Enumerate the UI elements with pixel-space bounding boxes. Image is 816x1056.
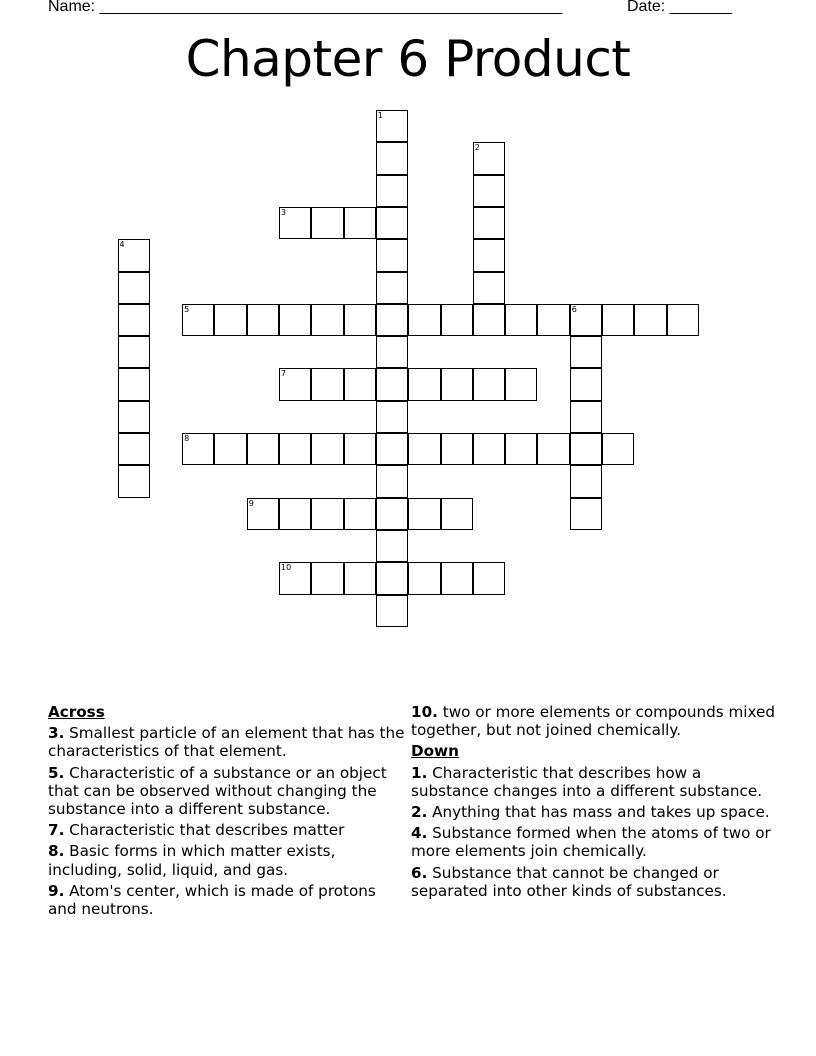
grid-cell[interactable] [441,562,473,594]
grid-cell[interactable] [118,368,150,400]
grid-cell[interactable] [279,433,311,465]
grid-cell[interactable] [408,304,440,336]
grid-cell[interactable] [376,304,408,336]
grid-cell[interactable] [279,562,311,594]
grid-cell[interactable] [376,368,408,400]
grid-cell[interactable] [473,304,505,336]
clue-number: 2. [411,803,428,822]
grid-cell[interactable] [537,433,569,465]
grid-cell[interactable] [247,433,279,465]
cell-number: 8 [184,434,190,443]
grid-cell[interactable] [214,433,246,465]
page-title: Chapter 6 Product [185,30,631,88]
down-clue-4 [411,824,781,860]
name-line[interactable]: Name: ____________________________________________________ [48,0,563,15]
cell-number: 9 [248,498,254,508]
down-heading: Down [411,742,459,761]
clue-number: 1. [411,763,428,782]
grid-cell[interactable] [118,433,150,465]
grid-cell[interactable] [570,304,602,336]
grid-cell[interactable] [408,562,440,594]
grid-cell[interactable] [376,272,408,304]
grid-cell[interactable] [441,433,473,465]
grid-cell[interactable] [473,562,505,594]
grid-cell[interactable] [570,336,602,368]
grid-cell[interactable] [118,304,150,336]
grid-cell[interactable] [344,498,376,530]
grid-cell[interactable] [311,368,343,400]
grid-cell[interactable] [376,401,408,433]
cell-number: 6 [571,304,577,314]
grid-cell[interactable] [376,142,408,174]
grid-cell[interactable] [602,433,634,465]
grid-cell[interactable] [473,368,505,400]
grid-cell[interactable] [311,498,343,530]
clue-text: Substance that cannot be changed or separated into other kinds of substances. [411,863,727,900]
cell-number: 10 [281,563,292,573]
cell-number: 1 [377,111,383,120]
grid-cell[interactable] [182,433,214,465]
clues-left-column [48,703,408,921]
grid-cell[interactable] [376,465,408,497]
across-clue-7 [48,821,408,839]
grid-cell[interactable] [344,562,376,594]
grid-cell[interactable] [279,304,311,336]
cell-number: 4 [119,240,125,250]
grid-cell[interactable] [279,368,311,400]
grid-cell[interactable] [376,498,408,530]
down-clue-1 [411,764,781,800]
grid-cell[interactable] [376,433,408,465]
grid-cell[interactable] [634,304,666,336]
grid-cell[interactable] [118,239,150,271]
grid-cell[interactable] [376,239,408,271]
grid-cell[interactable] [473,175,505,207]
grid-cell[interactable] [311,433,343,465]
grid-cell[interactable] [570,433,602,465]
clue-number: 5. [48,763,65,782]
clue-text: Anything that has mass and takes up space. [432,803,770,822]
across-clue-8 [48,842,408,878]
grid-cell[interactable] [311,562,343,594]
grid-cell[interactable] [118,272,150,304]
grid-cell[interactable] [118,401,150,433]
grid-cell[interactable] [344,368,376,400]
grid-cell[interactable] [376,207,408,239]
grid-cell[interactable] [376,595,408,627]
grid-cell[interactable] [376,110,408,142]
grid-cell[interactable] [376,175,408,207]
cell-number: 2 [474,143,480,153]
grid-cell[interactable] [118,465,150,497]
grid-cell[interactable] [118,336,150,368]
grid-cell[interactable] [441,368,473,400]
grid-cell[interactable] [311,304,343,336]
grid-cell[interactable] [505,368,537,400]
grid-cell[interactable] [376,530,408,562]
grid-cell[interactable] [441,304,473,336]
grid-cell[interactable] [473,142,505,174]
grid-cell[interactable] [182,304,214,336]
grid-cell[interactable] [570,465,602,497]
grid-cell[interactable] [311,207,343,239]
clue-text: Smallest particle of an element that has the characteristics of that element. [48,724,405,761]
down-clue-2 [411,803,781,821]
across-clue-10 [411,703,781,739]
clue-text: Substance formed when the atoms of two or more elements join chemically. [411,824,771,861]
grid-cell[interactable] [570,368,602,400]
clue-number: 4. [411,824,428,843]
date-line[interactable]: Date: _______ [627,0,732,15]
grid-cell[interactable] [473,433,505,465]
clue-text: Characteristic of a substance or an object that can be observed without changing the substance into a different substance. [48,763,387,819]
grid-cell[interactable] [570,401,602,433]
grid-cell[interactable] [602,304,634,336]
cell-number: 3 [281,207,287,217]
grid-cell[interactable] [667,304,699,336]
grid-cell[interactable] [279,498,311,530]
grid-cell[interactable] [505,433,537,465]
grid-cell[interactable] [279,207,311,239]
clue-number: 8. [48,842,65,861]
grid-cell[interactable] [344,304,376,336]
grid-cell[interactable] [473,207,505,239]
clue-text: Atom's center, which is made of protons and neutrons. [48,881,376,919]
grid-cell[interactable] [408,498,440,530]
clue-text: Basic forms in which matter exists, including, solid, liquid, and gas. [48,842,336,879]
grid-cell[interactable] [344,433,376,465]
clue-number: 3. [48,724,65,743]
clue-number: 10. [411,703,438,721]
clue-text: two or more elements or compounds mixed together, but not joined chemically. [411,703,776,740]
clue-text: Characteristic that describes matter [69,821,345,840]
clue-text: Characteristic that describes how a substance changes into a different substance. [411,763,763,800]
cell-number: 7 [281,369,287,379]
across-clue-3 [48,724,408,760]
clue-number: 7. [48,821,65,840]
grid-cell[interactable] [376,336,408,368]
grid-cell[interactable] [408,368,440,400]
clues-right-column [411,703,781,903]
grid-cell[interactable] [505,304,537,336]
clue-number: 9. [48,881,65,900]
cell-number: 5 [184,304,190,314]
clue-number: 6. [411,863,428,882]
grid-cell[interactable] [537,304,569,336]
grid-cell[interactable] [408,433,440,465]
grid-cell[interactable] [214,304,246,336]
grid-cell[interactable] [247,304,279,336]
grid-cell[interactable] [473,272,505,304]
across-heading: Across [48,703,105,721]
grid-cell[interactable] [570,498,602,530]
down-clue-6 [411,864,781,900]
grid-cell[interactable] [344,207,376,239]
grid-cell[interactable] [247,498,279,530]
across-clue-5 [48,764,408,819]
across-clue-9 [48,882,408,918]
grid-cell[interactable] [376,562,408,594]
grid-cell[interactable] [441,498,473,530]
grid-cell[interactable] [473,239,505,271]
